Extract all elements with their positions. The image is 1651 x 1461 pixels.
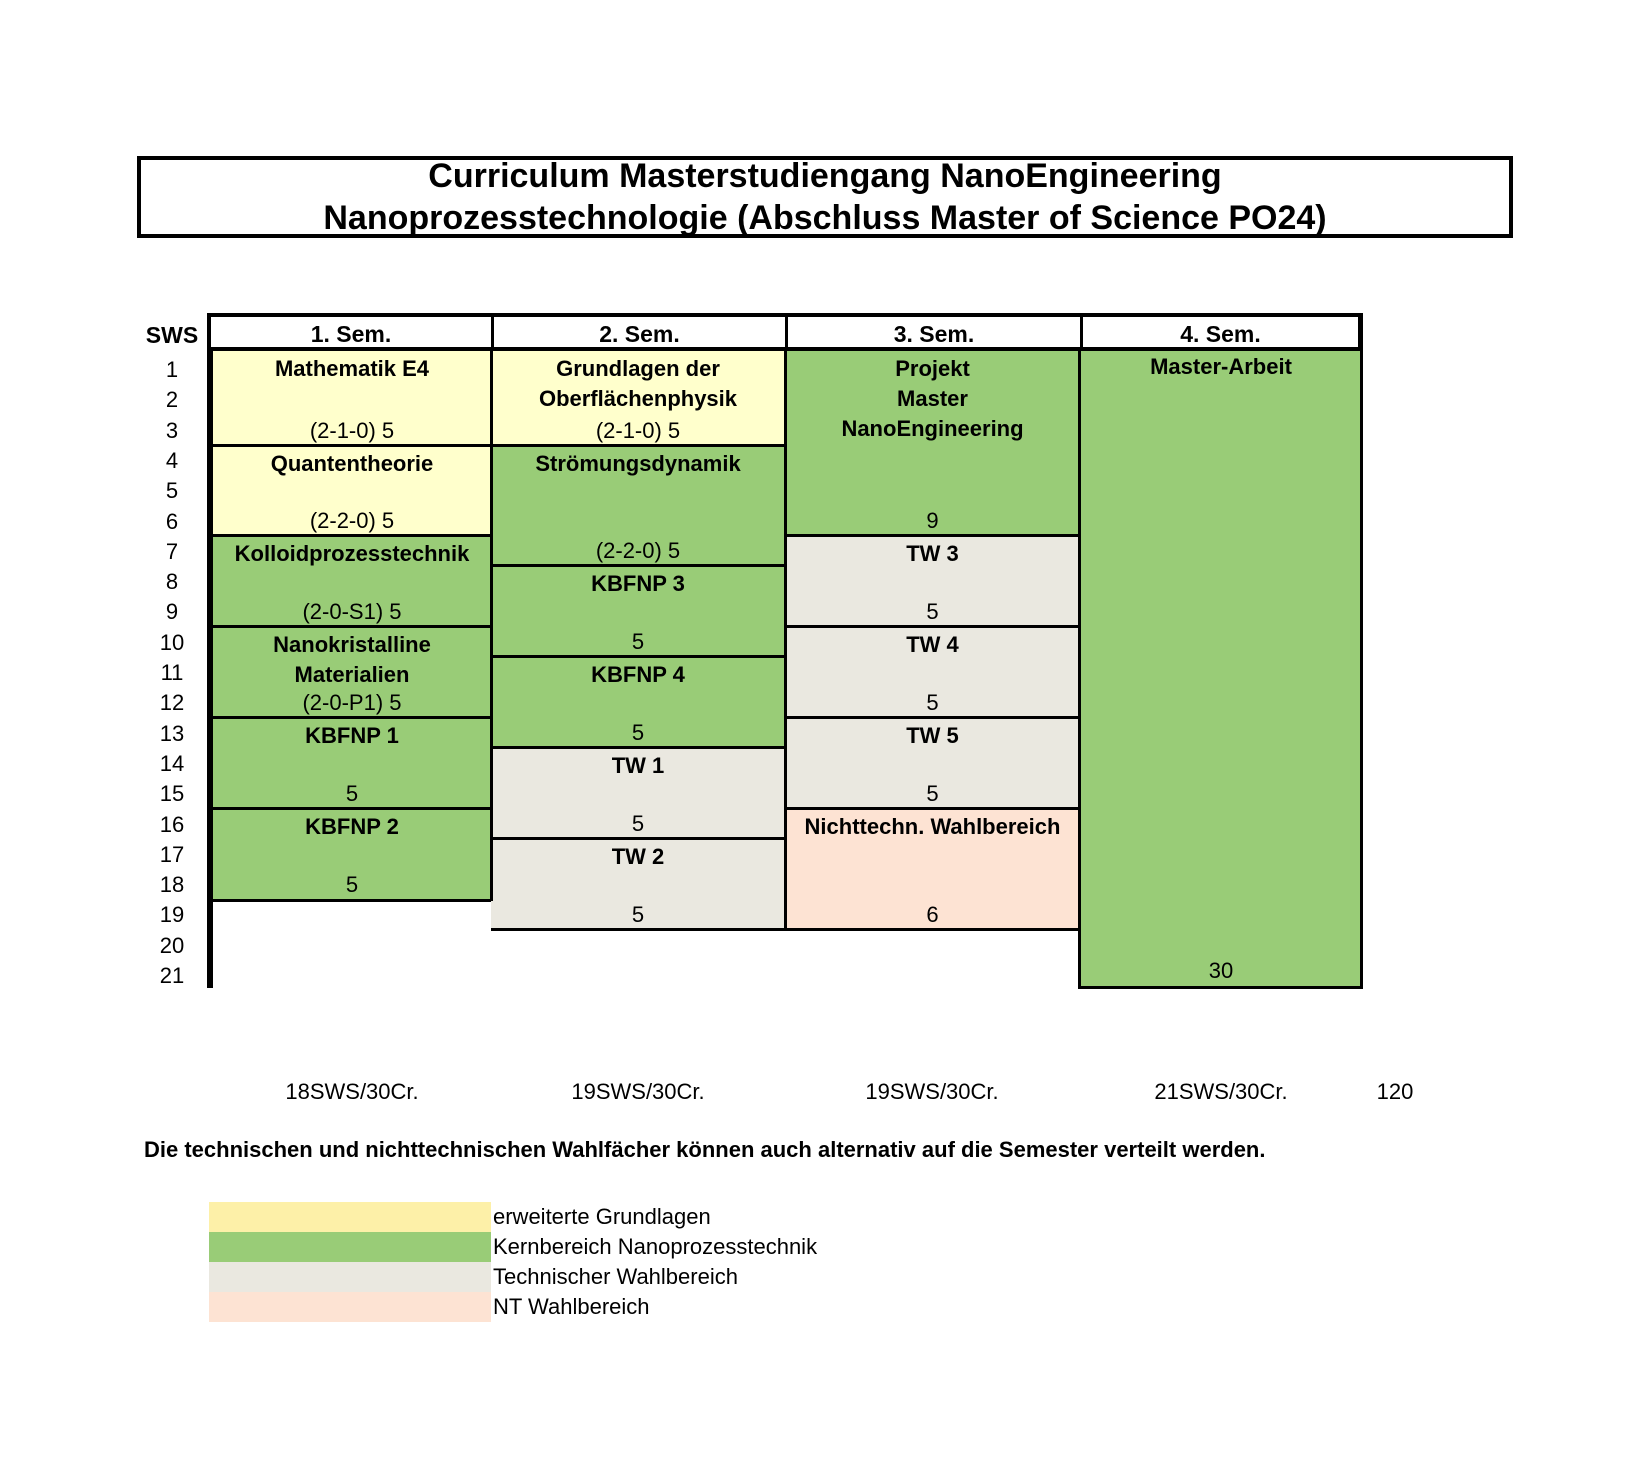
row-divider bbox=[1078, 986, 1363, 989]
row-divider bbox=[491, 928, 785, 931]
legend-swatch-erweiterte bbox=[209, 1202, 491, 1232]
row-divider bbox=[785, 716, 1080, 719]
row-divider bbox=[491, 444, 785, 447]
sws-row-number: 19 bbox=[159, 902, 185, 928]
title-line-1: Curriculum Masterstudiengang NanoEngineering bbox=[428, 157, 1222, 195]
legend-label-erweiterte: erweiterte Grundlagen bbox=[493, 1204, 711, 1229]
module-quantentheorie: Quantentheorie (2-2-0) 5 bbox=[213, 446, 491, 536]
sws-row-number: 7 bbox=[165, 538, 179, 564]
column-divider bbox=[1078, 351, 1081, 988]
module-tw-3: TW 3 5 bbox=[785, 536, 1080, 627]
sws-row-number: 18 bbox=[159, 872, 185, 898]
row-divider bbox=[213, 716, 491, 719]
sws-row-number: 10 bbox=[159, 629, 185, 655]
row-divider bbox=[491, 655, 785, 658]
sws-row-number: 20 bbox=[159, 932, 185, 958]
title-line-2: Nanoprozesstechnologie (Abschluss Master of Science PO24) bbox=[323, 199, 1327, 237]
legend-label-technisch: Technischer Wahlbereich bbox=[493, 1264, 738, 1289]
total-sem-4: 21SWS/30Cr. bbox=[1154, 1079, 1288, 1104]
sws-row-number: 3 bbox=[165, 417, 179, 443]
row-divider bbox=[785, 928, 1080, 931]
sws-row-number: 4 bbox=[165, 447, 179, 473]
total-overall: 120 bbox=[1376, 1079, 1414, 1104]
module-kbfnp-3: KBFNP 3 5 bbox=[491, 566, 785, 657]
sws-row-number: 9 bbox=[165, 599, 179, 625]
row-divider bbox=[785, 625, 1080, 628]
legend-swatch-technisch bbox=[209, 1262, 491, 1292]
note-text: Die technischen und nichttechnischen Wahlfächer können auch alternativ auf die Semester verteilt werden. bbox=[144, 1137, 1266, 1162]
row-divider bbox=[213, 534, 491, 537]
row-divider bbox=[213, 899, 491, 902]
module-kolloidprozesstechnik: Kolloidprozesstechnik (2-0-S1) 5 bbox=[213, 536, 491, 627]
row-divider bbox=[491, 564, 785, 567]
title-box bbox=[137, 156, 1513, 238]
module-tw-2: TW 2 5 bbox=[491, 839, 785, 930]
module-kbfnp-1: KBFNP 1 5 bbox=[213, 718, 491, 809]
sws-row-number: 11 bbox=[160, 660, 184, 685]
module-mathematik-e4: Mathematik E4 (2-1-0) 5 bbox=[213, 351, 491, 446]
sws-header: SWS bbox=[145, 322, 199, 348]
sws-row-number: 13 bbox=[159, 720, 185, 746]
module-projekt-master: Projekt Master NanoEngineering 9 bbox=[785, 351, 1080, 536]
sws-row-number: 8 bbox=[165, 569, 179, 595]
semester-header-2: 2. Sem. bbox=[599, 321, 680, 347]
semester-header-3: 3. Sem. bbox=[893, 321, 975, 347]
row-divider bbox=[491, 746, 785, 749]
legend-label-kern: Kernbereich Nanoprozesstechnik bbox=[493, 1234, 818, 1259]
row-divider bbox=[213, 625, 491, 628]
sws-row-number: 5 bbox=[165, 478, 179, 504]
row-divider bbox=[213, 807, 491, 810]
sws-row-number: 14 bbox=[159, 750, 185, 776]
sws-row-number: 17 bbox=[159, 841, 185, 867]
total-sem-1: 18SWS/30Cr. bbox=[285, 1079, 419, 1104]
sws-row-number: 21 bbox=[159, 963, 185, 988]
sws-row-number: 15 bbox=[159, 781, 185, 807]
row-divider bbox=[213, 444, 491, 447]
sws-row-number: 6 bbox=[165, 508, 179, 534]
row-divider bbox=[785, 807, 1080, 810]
sws-row-number: 1 bbox=[165, 357, 179, 382]
row-divider bbox=[491, 837, 785, 840]
legend-label-nt: NT Wahlbereich bbox=[493, 1294, 650, 1319]
module-tw-4: TW 4 5 bbox=[785, 627, 1080, 718]
total-sem-3: 19SWS/30Cr. bbox=[865, 1079, 999, 1104]
sws-row-number: 2 bbox=[165, 387, 179, 413]
row-divider bbox=[785, 534, 1080, 537]
column-border bbox=[1360, 313, 1363, 988]
column-divider bbox=[784, 351, 787, 931]
module-kbfnp-4: KBFNP 4 5 bbox=[491, 657, 785, 748]
semester-header-1: 1. Sem. bbox=[310, 321, 392, 347]
module-tw-1: TW 1 5 bbox=[491, 748, 785, 839]
module-master-arbeit: Master-Arbeit 30 bbox=[1080, 351, 1362, 988]
module-stroemungsdynamik: Strömungsdynamik (2-2-0) 5 bbox=[491, 446, 785, 566]
sws-row-number: 16 bbox=[159, 811, 185, 837]
module-nanokristalline-materialien: Nanokristalline Materialien (2-0-P1) 5 bbox=[213, 627, 491, 718]
module-kbfnp-2: KBFNP 2 5 bbox=[213, 809, 491, 900]
legend-swatch-nt bbox=[209, 1292, 491, 1322]
semester-header-4: 4. Sem. bbox=[1180, 321, 1261, 347]
total-sem-2: 19SWS/30Cr. bbox=[571, 1079, 705, 1104]
module-tw-5: TW 5 5 bbox=[785, 718, 1080, 809]
module-nichttechn-wahlbereich: Nichttechn. Wahlbereich 6 bbox=[785, 809, 1080, 930]
legend-swatch-kern bbox=[209, 1232, 491, 1262]
sws-row-number: 12 bbox=[159, 690, 185, 716]
module-grundlagen-oberflaechenphysik: Grundlagen der Oberflächenphysik (2-1-0) 5 bbox=[491, 351, 785, 446]
